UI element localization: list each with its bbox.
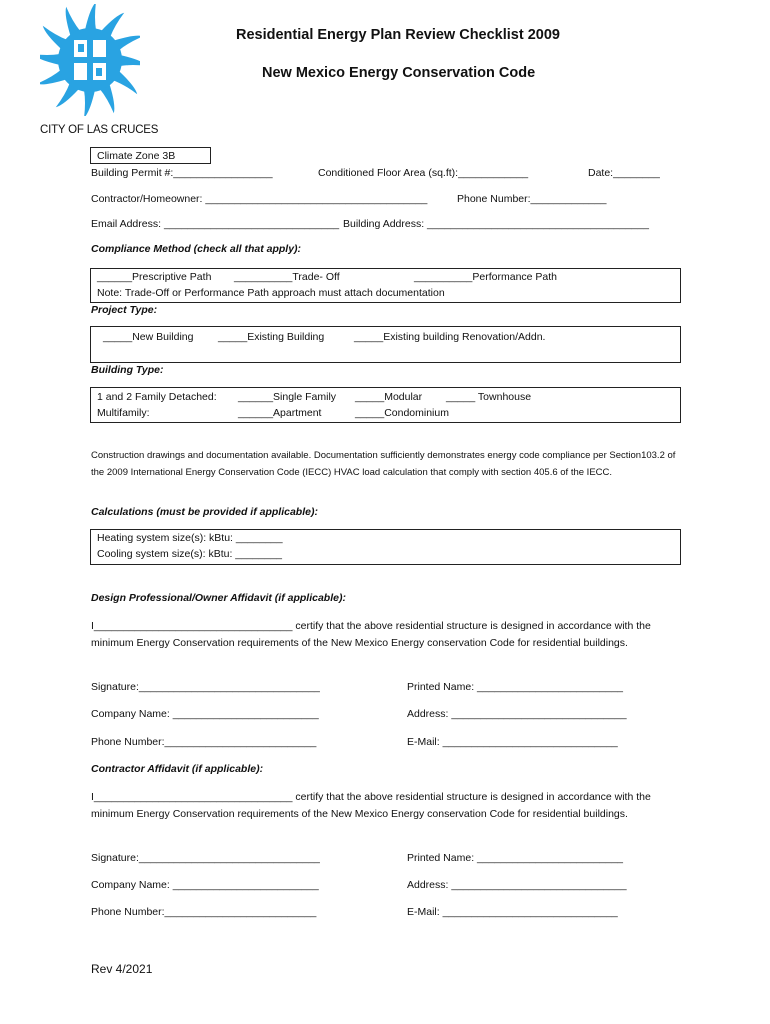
revision-label: Rev 4/2021 — [91, 962, 153, 976]
new-building-option[interactable]: _____New Building — [103, 331, 194, 343]
design-signature-field[interactable]: Signature:_______________________________ — [91, 681, 320, 693]
contractor-email-field[interactable]: E-Mail: ______________________________ — [407, 906, 618, 918]
page-title: Residential Energy Plan Review Checklist 2009 — [236, 27, 560, 43]
design-affidavit-statement[interactable]: I__________________________________ certify that the above residential structure is designed in accordance with the minimum Energy Conservation requirements of the New Mexico Energy conservation Code for residential buildings. — [91, 620, 651, 649]
renovation-option[interactable]: _____Existing building Renovation/Addn. — [354, 331, 546, 343]
design-company-field[interactable]: Company Name: _________________________ — [91, 708, 319, 720]
city-logo — [40, 4, 140, 122]
townhouse-option[interactable]: _____ Townhouse — [446, 391, 532, 403]
cooling-size-field[interactable]: Cooling system size(s): kBtu: ________ — [97, 548, 283, 560]
building-address-field[interactable]: Building Address: ______________________________________ — [343, 218, 649, 230]
contractor-printed-name-field[interactable]: Printed Name: _________________________ — [407, 852, 624, 864]
performance-path-option[interactable]: __________Performance Path — [414, 271, 558, 283]
city-name: CITY OF LAS CRUCES — [40, 124, 159, 136]
prescriptive-path-option[interactable]: ______Prescriptive Path — [97, 271, 212, 283]
climate-zone: Climate Zone 3B — [97, 150, 176, 162]
design-affidavit-heading: Design Professional/Owner Affidavit (if applicable): — [91, 592, 346, 604]
date-field[interactable]: Date:________ — [588, 167, 660, 179]
sun-cross-emblem-icon — [40, 4, 140, 116]
design-email-field[interactable]: E-Mail: ______________________________ — [407, 736, 618, 748]
existing-building-option[interactable]: _____Existing Building — [218, 331, 325, 343]
heating-size-field[interactable]: Heating system size(s): kBtu: ________ — [97, 532, 283, 544]
design-printed-name-field[interactable]: Printed Name: _________________________ — [407, 681, 624, 693]
single-family-option[interactable]: ______Single Family — [238, 391, 337, 403]
calculations-heading: Calculations (must be provided if applicable): — [91, 506, 318, 518]
compliance-heading: Compliance Method (check all that apply): — [91, 243, 302, 255]
design-phone-field[interactable]: Phone Number:__________________________ — [91, 736, 317, 748]
building-type-heading: Building Type: — [91, 364, 164, 376]
contractor-field[interactable]: Contractor/Homeowner: ______________________________________ — [91, 193, 428, 205]
family-detached-label: 1 and 2 Family Detached: — [97, 391, 217, 403]
contractor-signature-field[interactable]: Signature:_______________________________ — [91, 852, 320, 864]
contractor-company-field[interactable]: Company Name: _________________________ — [91, 879, 319, 891]
contractor-address-field[interactable]: Address: ______________________________ — [407, 879, 627, 891]
email-field[interactable]: Email Address: ______________________________ — [91, 218, 340, 230]
contractor-phone-field[interactable]: Phone Number:__________________________ — [91, 906, 317, 918]
contractor-affidavit-heading: Contractor Affidavit (if applicable): — [91, 763, 264, 775]
building-permit-field[interactable]: Building Permit #:_________________ — [91, 167, 273, 179]
contractor-affidavit-statement[interactable]: I__________________________________ certify that the above residential structure is designed in accordance with the minimum Energy Conservation requirements of the New Mexico Energy conservation Code for residential buildings. — [91, 791, 651, 820]
page-subtitle: New Mexico Energy Conservation Code — [262, 65, 536, 81]
phone-field[interactable]: Phone Number:_____________ — [457, 193, 607, 205]
floor-area-field[interactable]: Conditioned Floor Area (sq.ft):____________ — [318, 167, 529, 179]
compliance-note: Note: Trade-Off or Performance Path approach must attach documentation — [97, 287, 445, 299]
modular-option[interactable]: _____Modular — [355, 391, 423, 403]
multifamily-label: Multifamily: — [97, 407, 150, 419]
trade-off-option[interactable]: __________Trade- Off — [234, 271, 340, 283]
condominium-option[interactable]: _____Condominium — [355, 407, 449, 419]
design-address-field[interactable]: Address: ______________________________ — [407, 708, 627, 720]
construction-note: Construction drawings and documentation available. Documentation sufficiently demonstrates energy code compliance per Section103.2 of the 2009 International Energy Conservation Code (IECC) HVAC load calculation that comply with section 405.6 of the IECC. — [91, 450, 676, 478]
project-type-heading: Project Type: — [91, 304, 158, 316]
apartment-option[interactable]: ______Apartment — [238, 407, 322, 419]
